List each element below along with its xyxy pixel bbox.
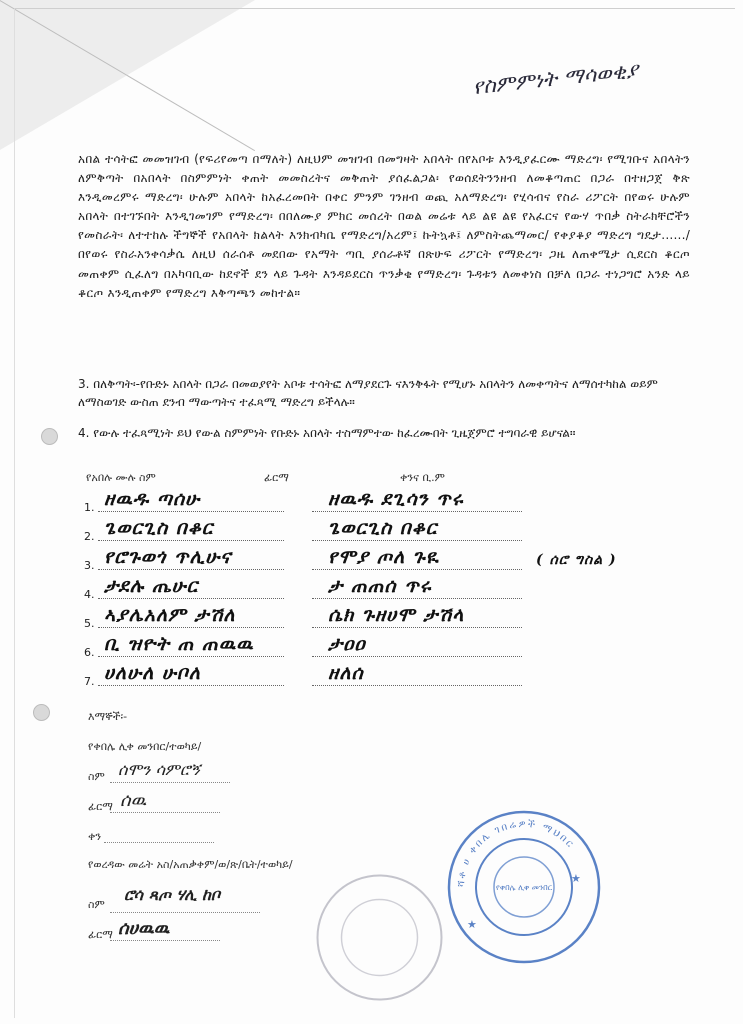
dotted-line bbox=[98, 569, 284, 570]
row-number: 3. bbox=[84, 559, 95, 572]
punch-hole-top bbox=[41, 428, 58, 445]
member-row bbox=[84, 606, 684, 630]
dotted-line bbox=[98, 656, 284, 657]
dotted-line bbox=[110, 782, 230, 783]
kebele-signature-handwritten: ሰዉ bbox=[120, 790, 147, 811]
stamp-star-icon: ★ bbox=[571, 872, 581, 885]
clause-3: 3. በለቅጣት፡-የቡድኑ አበላት በጋራ በመወያየት አቦቱ ተሳትፎ ለማያደርጉ ናእንቅፋት የሚሆኑ አበላትን ለመቀጣትና ለማሰተካከል ወይም ለማስወገድ ውስጠ ደንብ ማውጣትና ተፈጻሚ ማድረግ ይችላሉ። bbox=[78, 377, 658, 409]
dotted-line bbox=[110, 812, 220, 813]
column-header-name: የአበሉ ሙሉ ስም bbox=[86, 471, 156, 484]
kebele-signature-label: ፊርማ bbox=[88, 800, 113, 813]
date-label: ቀን bbox=[88, 830, 102, 843]
member-name: ሀለሁለ ሁቦለ bbox=[104, 662, 201, 684]
column-header-signature: ፊርማ bbox=[264, 471, 289, 484]
witnesses-label: እማኞች፡- bbox=[88, 710, 128, 723]
row-number: 4. bbox=[84, 588, 95, 601]
office-name-label: ስም bbox=[88, 898, 105, 911]
stamp-star-icon: ★ bbox=[467, 918, 477, 931]
row-number: 2. bbox=[84, 530, 95, 543]
dotted-line bbox=[98, 627, 284, 628]
member-name: ዘዉዱ ጣሰሁ bbox=[104, 488, 201, 510]
row-number: 1. bbox=[84, 501, 95, 514]
dotted-line bbox=[98, 685, 284, 686]
member-row bbox=[84, 577, 684, 601]
member-name: የሮጉወጎ ጥሊሁና bbox=[104, 546, 232, 568]
column-header-phone: ቀንና ቢ.ም bbox=[400, 471, 445, 484]
official-stamp bbox=[445, 808, 603, 966]
stamp-outer-text: ሻቶ ሀ ቀበሌ ገበሬዎች ማህበር bbox=[455, 818, 577, 888]
dotted-line bbox=[104, 842, 214, 843]
dotted-line bbox=[312, 540, 522, 541]
dotted-line bbox=[312, 598, 522, 599]
woreda-office-label: የወረዳው መሬት አስ/አጠቃቀም/ወ/ጽ/ቤት/ተወካይ/ bbox=[88, 858, 293, 871]
member-name: ቢ ዝዮት ጠ ጠዉዉ bbox=[104, 633, 254, 655]
member-row bbox=[84, 490, 684, 514]
member-signature: የሞያ ጦለ ጉዪ bbox=[328, 546, 440, 568]
dotted-line bbox=[312, 569, 522, 570]
member-row bbox=[84, 519, 684, 543]
agreement-paragraph: አበል ተሳትፎ መመዝገብ (የፍሪየመጣ በማለት) ለዚህም መዝገብ በመግዛት አበላት በየአቦቱ እንዲያፈርሙ ማድረግ፡ የሚገቡና አበላትን ለምቅጣት በአበላት በስምምነት ቀጠት መመስረትና መቅጠት ያሰፈልጋል፡ የወሰደትንንዘብ ለመቆጣጠር በጋራ በተዘጋጀ ቅጽ እንዲመረምሩ ማድረግ፡ ሁሉም አበላት ከአፈረመበት በቀር ምንም ገንዘብ ወጪ አለማድረግ፡ የሂሳብና የስራ ሪፖርት በየወሩ ሁሉም አበላት በተገኙበት እንዲገመገም የማድረግ፡ በበለሙያ ምክር መሰረት በወል መሬቱ ላይ ልዩ ልዩ የአፈርና የውሃ ጥበቃ ስትራክቸሮችን የመስራት፡ ለተተከሉ ችግኞች የአበላት ክልላት እንክብካቤ የማድረግ/አረም፤ ኩትኳቶ፤ ለምስትጨማመር/ የቀያቆያ ማድረግ ግዴታ....../ በየወሩ የስራአንቀሳቃሴ ለዚህ ሰራሰቶ መደበው የአማት ጣቢ ያሰራቶኛ በጽሁፍ ሪፖርት የማድረግ፡ ጋዜ ለጠቀሜታ ሲደርስ ቆርጦ መጠቀም ሲፈለግ በአካባቢው ከደኖች ደን ላይ ጉዳት እንዳይደርስ ጥንቃቄ የማድረግ፡ ጉዳቱን ለመቀነስ በቻለ በጋራ ተነጋግሮ አንድ ላይ ቆርጦ እንዲጠቀም የማድረግ እቅጣጫን መከተል። bbox=[78, 152, 690, 300]
row-number: 6. bbox=[84, 646, 95, 659]
dotted-line bbox=[98, 540, 284, 541]
member-name: ጌወርጊስ በቆር bbox=[104, 517, 214, 539]
member-row bbox=[84, 548, 684, 572]
dotted-line bbox=[312, 685, 522, 686]
dotted-line bbox=[110, 912, 260, 913]
member-row bbox=[84, 664, 684, 688]
office-signature-label: ፊርማ bbox=[88, 928, 113, 941]
member-note: ( ሰሮ ግስል ) bbox=[536, 552, 617, 568]
dotted-line bbox=[312, 627, 522, 628]
office-name-handwritten: ሮሳ ጻጦ ሃሊ ከቦ bbox=[124, 885, 221, 904]
member-signature: ዘዉዱ ደጊሳን ጥሩ bbox=[328, 488, 464, 510]
faint-seal bbox=[312, 870, 447, 1005]
punch-hole-bottom bbox=[33, 704, 50, 721]
dotted-line bbox=[110, 940, 220, 941]
member-name: ታደሉ ጤሁር bbox=[104, 575, 199, 597]
stamp-inner-text: የቀበሌ ሊቀ መንበር bbox=[495, 883, 553, 892]
member-name: ኣያሌአለም ታሽለ bbox=[104, 604, 236, 626]
dotted-line bbox=[312, 656, 522, 657]
kebele-name-handwritten: ሰሞን ሳምሮኝ bbox=[118, 760, 200, 779]
dotted-line bbox=[98, 598, 284, 599]
member-signature: ጌወርጊስ በቆር bbox=[328, 517, 438, 539]
handwritten-heading: የስምምነት ማሳወቂያ bbox=[471, 57, 640, 100]
member-signature: ታ ጠጠሰ ጥሩ bbox=[328, 575, 432, 597]
member-signature: ሴክ ጉዘሀሞ ታሽላ bbox=[328, 604, 465, 626]
member-row bbox=[84, 635, 684, 659]
clause-4: 4. የውሉ ተፈጻሚነት ይህ የውል ስምምነት የቡድኑ አበላት ተስማምተው ከፈረሙበት ጊዜጀምሮ ተግባራዊ ይሆናል። bbox=[78, 426, 576, 440]
row-number: 5. bbox=[84, 617, 95, 630]
member-signature: ታዐዐ bbox=[328, 633, 366, 655]
kebele-name-label: ስም bbox=[88, 770, 105, 783]
dotted-line bbox=[98, 511, 284, 512]
row-number: 7. bbox=[84, 675, 95, 688]
office-signature-handwritten: ሰሀዉዉ bbox=[118, 918, 170, 939]
member-signature: ዘለሰ bbox=[328, 662, 364, 684]
kebele-chair-label: የቀበሌ ሊቀ መንበር/ተወካይ/ bbox=[88, 740, 202, 753]
dotted-line bbox=[312, 511, 522, 512]
